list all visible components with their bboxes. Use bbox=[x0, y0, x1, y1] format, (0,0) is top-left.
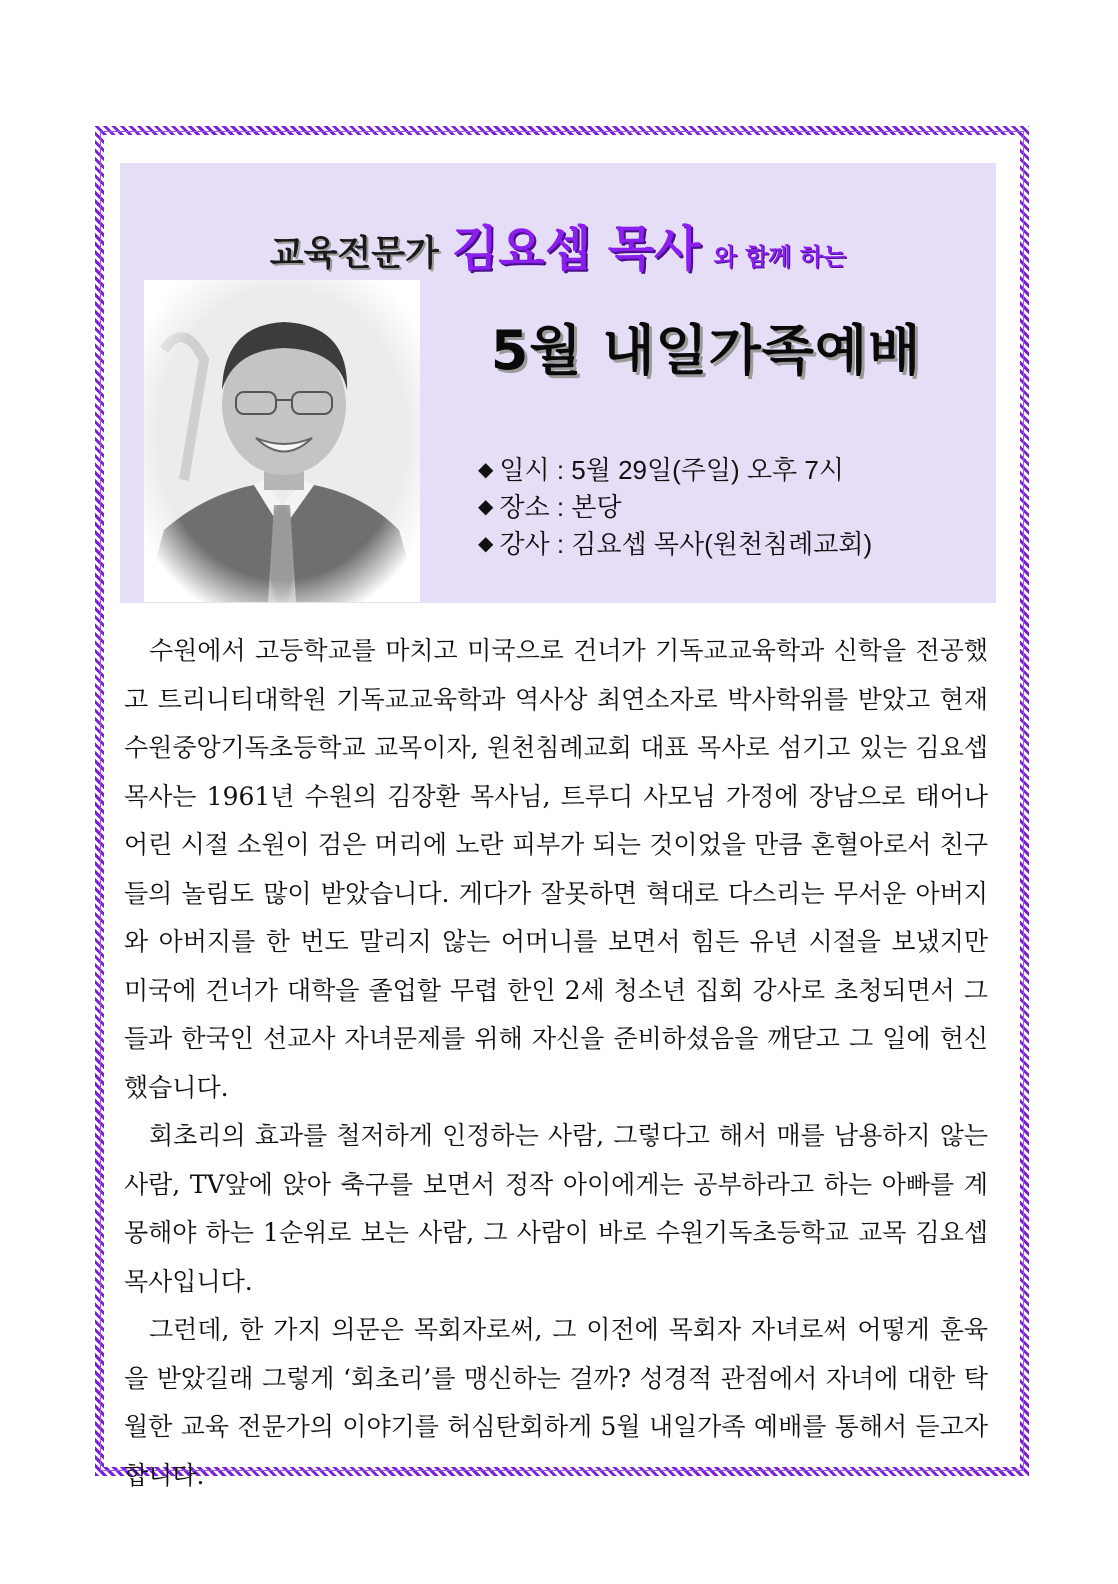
speaker-portrait-illustration bbox=[144, 280, 420, 602]
detail-separator: : bbox=[549, 455, 572, 485]
detail-separator: : bbox=[549, 492, 572, 522]
detail-value: 5월 29일(주일) 오후 7시 bbox=[571, 455, 844, 485]
event-title: 5월 내일가족예배 bbox=[490, 319, 922, 382]
headline bbox=[120, 210, 996, 279]
headline-prefix: 교육전문가 bbox=[269, 234, 439, 274]
detail-separator: : bbox=[549, 529, 572, 559]
intro-paragraph: 회초리의 효과를 철저하게 인정하는 사람, 그렇다고 해서 매를 남용하지 않는 사람, TV앞에 앉아 축구를 보면서 정작 아이에게는 공부하라고 하는 아빠를 계몽해야 하는 1순위로 보는 사람, 그 사람이 바로 수원기독초등학교 교목 김요셉 목사입니다. bbox=[124, 1121, 988, 1296]
detail-label: 장소 bbox=[499, 492, 550, 522]
intro-paragraph: 수원에서 고등학교를 마치고 미국으로 건너가 기독교교육학과 신학을 전공했고 트리니티대학원 기독교교육학과 역사상 최연소자로 박사학위를 받았고 현재 수원중앙기독초등학교 교목이자, 원천침례교회 대표 목사로 섬기고 있는 김요셉 목사는 1961년 수원의 김장환 목사님, 트루디 사모님 가정에 장남으로 태어나 어린 시절 소원이 검은 머리에 노란 피부가 되는 것이었을 만큼 혼혈아로서 친구들의 놀림도 많이 받았습니다. 게다가 잘못하면 혁대로 다스리는 무서운 아버지와 아버지를 한 번도 말리지 않는 어머니를 보면서 힘든 유년 시절을 보냈지만 미국에 건너가 대학을 졸업할 무렵 한인 2세 청소년 집회 강사로 초청되면서 그들과 한국인 선교사 자녀문제를 위해 자신을 준비하셨음을 깨닫고 그 일에 헌신했습니다. bbox=[124, 636, 988, 1102]
detail-row-date bbox=[478, 452, 978, 489]
detail-label: 일시 bbox=[499, 455, 550, 485]
detail-row-speaker bbox=[478, 526, 978, 563]
headline-suffix: 와 함께 하는 bbox=[713, 243, 847, 271]
diamond-bullet-icon: ◆ bbox=[478, 496, 494, 518]
diamond-bullet-icon: ◆ bbox=[478, 459, 494, 481]
detail-label: 강사 bbox=[499, 529, 550, 559]
event-details bbox=[478, 452, 978, 563]
speaker-introduction bbox=[124, 627, 988, 1500]
diamond-bullet-icon: ◆ bbox=[478, 533, 494, 555]
speaker-name: 김요셉 목사 bbox=[451, 221, 701, 277]
detail-value: 김요셉 목사(원천침례교회) bbox=[571, 529, 873, 559]
speaker-photo bbox=[144, 280, 420, 602]
detail-row-place bbox=[478, 489, 978, 526]
intro-paragraph: 그런데, 한 가지 의문은 목회자로써, 그 이전에 목회자 자녀로써 어떻게 훈육을 받았길래 그렇게 ‘회초리’를 맹신하는 걸까? 성경적 관점에서 자녀에 대한 탁월한 교육 전문가의 이야기를 허심탄회하게 5월 내일가족 예배를 통해서 듣고자 합니다. bbox=[124, 1315, 988, 1490]
detail-value: 본당 bbox=[571, 492, 622, 522]
